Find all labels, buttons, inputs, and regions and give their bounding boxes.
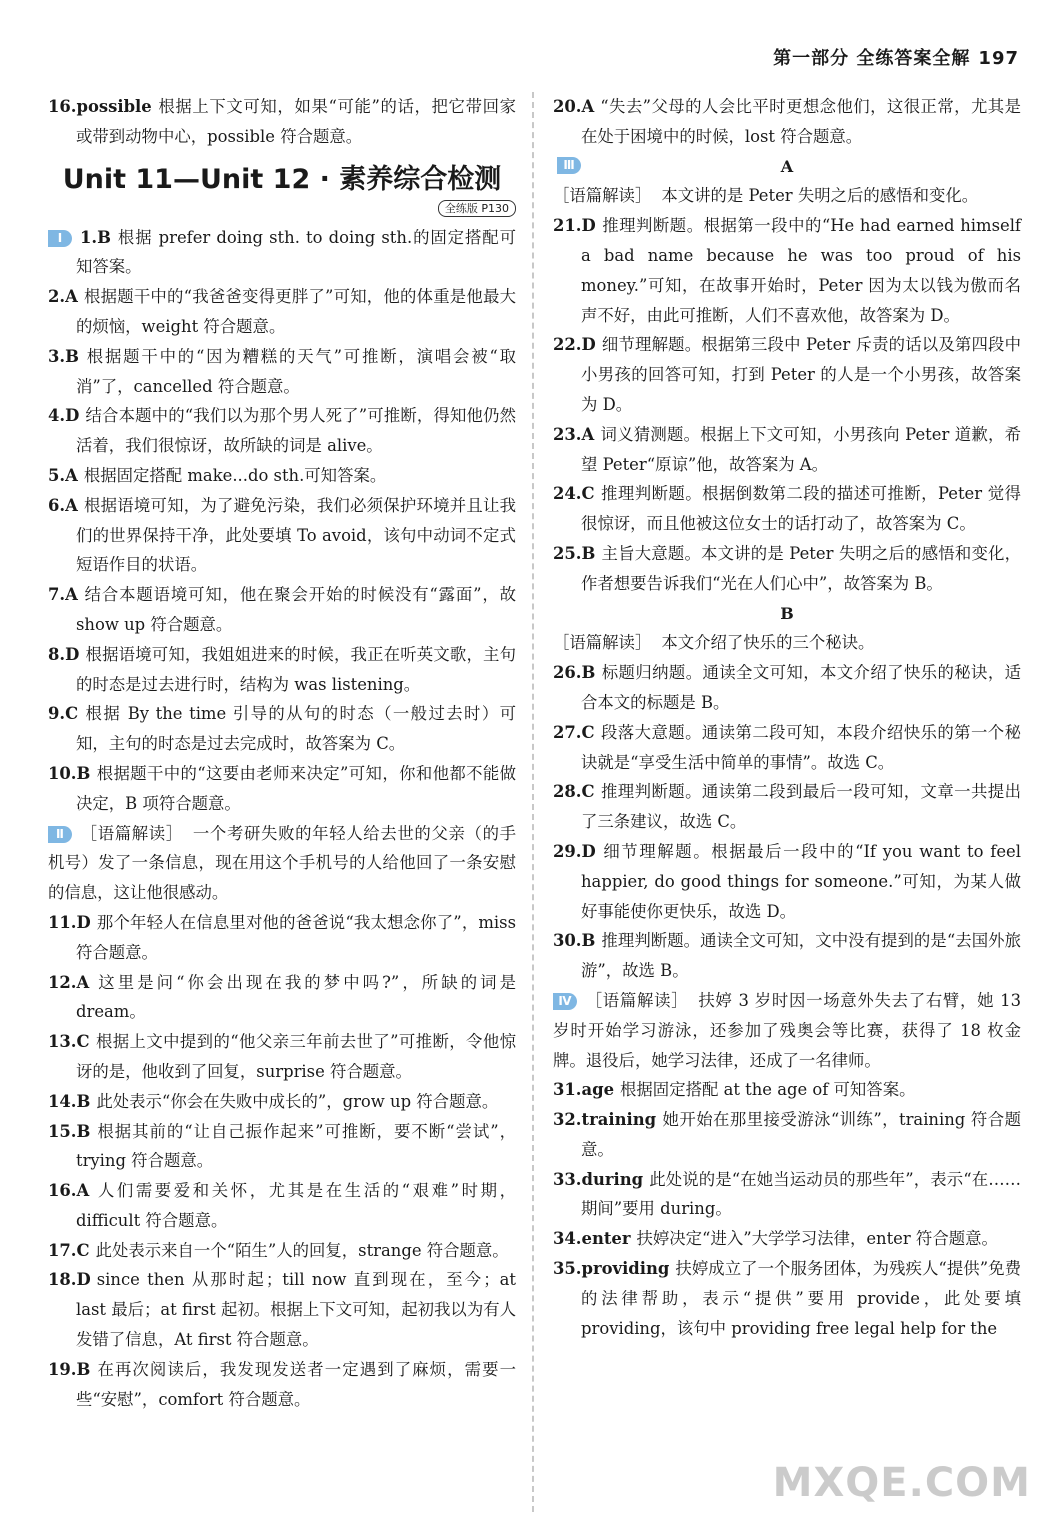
answer-entry: 13.C 根据上文中提到的“他父亲三年前去世了”可推断，令他惊讶的是，他收到了回复，surprise 符合题意。 <box>48 1032 516 1081</box>
passage-summary: ［语篇解读］ 本文讲的是 Peter 失明之后的感悟和变化。 <box>553 186 979 206</box>
watermark-logo: MXQE.COM <box>772 1460 1031 1506</box>
answer-entry: 7.A 结合本题语境可知，他在聚会开始的时候没有“露面”，故 show up 符合题意。 <box>48 585 516 634</box>
answer-entry: 19.B 在再次阅读后，我发现发送者一定遇到了麻烦，需要一些“安慰”，comfort 符合题意。 <box>48 1359 516 1409</box>
right-column <box>553 92 1021 1343</box>
answer-entry: 30.B 推理判断题。通读全文可知，文中没有提到的是“去国外旅游”，故选 B。 <box>553 931 1021 981</box>
section-iv-marker: Ⅳ <box>553 993 577 1010</box>
answer-entry: 25.B 主旨大意题。本文讲的是 Peter 失明之后的感悟和变化，作者想要告诉我们“光在人们心中”，故答案为 B。 <box>553 543 1021 593</box>
answer-entry: 23.A 词义猜测题。根据上下文可知，小男孩向 Peter 道歉，希望 Peter“原谅”他，故答案为 A。 <box>553 424 1021 474</box>
page-header <box>773 44 1019 70</box>
answer-entry: 35.providing 扶婷成立了一个服务团体，为残疾人“提供”免费的法律帮助，表示“提供”要用 provide，此处要填 providing，该句中 providing free legal help for the <box>553 1259 1021 1338</box>
answer-entry: 31.age 根据固定搭配 at the age of 可知答案。 <box>553 1080 916 1100</box>
answer-entry: 17.C 此处表示来自一个“陌生”人的回复，strange 符合题意。 <box>48 1240 509 1260</box>
answer-entry: 22.D 细节理解题。根据第三段中 Peter 斥责的话以及第四段中小男孩的回答可知，打到 Peter 的人是一个小男孩，故答案为 D。 <box>553 335 1021 414</box>
answer-entry: 16.possible 根据上下文可知，如果“可能”的话，把它带回家或带到动物中心，possible 符合题意。 <box>48 97 516 146</box>
answer-entry: 32.training 她开始在那里接受游泳“训练”，training 符合题意。 <box>553 1110 1021 1159</box>
passage-summary: Ⅳ ［语篇解读］ 扶婷 3 岁时因一场意外失去了右臂，她 13 岁时开始学习游泳，还参加了残奥会等比赛，获得了 18 枚金牌。退役后，她学习法律，还成了一名律师。 <box>553 990 1021 1070</box>
answer-entry: 27.C 段落大意题。通读第二段可知，本段介绍快乐的第一个秘诀就是“享受生活中简单的事情”。故选 C。 <box>553 722 1021 772</box>
answer-entry: 9.C 根据 By the time 引导的从句的时态（一般过去时）可知，主句的时态是过去完成时，故答案为 C。 <box>48 704 516 754</box>
answer-entry: 5.A 根据固定搭配 make...do sth.可知答案。 <box>48 465 387 485</box>
section-iii-heading <box>553 152 1021 182</box>
section-ii-marker: Ⅱ <box>48 826 72 843</box>
answer-entry: 21.D 推理判断题。根据第一段中的“He had earned himself a bad name because he was too proud of his money.”可知，在故事开始时，Peter 因为太以钱为傲而名声不好，由此可推断，人们不喜欢他，故答案为 D。 <box>553 216 1021 325</box>
answer-entry: 6.A 根据语境可知，为了避免污染，我们必须保护环境并且让我们的世界保持干净，此处要填 To avoid，该句中动词不定式短语作目的状语。 <box>48 495 516 575</box>
passage-b-label: B <box>780 603 794 623</box>
answer-entry: 20.A “失去”父母的人会比平时更想念他们，这很正常，尤其是在处于困境中的时候，lost 符合题意。 <box>553 97 1021 146</box>
column-divider <box>532 92 534 1512</box>
answer-entry: 10.B 根据题干中的“这要由老师来决定”可知，你和他都不能做决定，B 项符合题意。 <box>48 763 516 813</box>
answer-entry: 12.A 这里是问“你会出现在我的梦中吗?”，所缺的词是 dream。 <box>48 972 516 1022</box>
left-column <box>48 92 516 1414</box>
answer-entry: 28.C 推理判断题。通读第二段到最后一段可知，文章一共提出了三条建议，故选 C。 <box>553 782 1021 832</box>
unit-title: Unit 11—Unit 12 · 素养综合检测 <box>62 163 502 195</box>
page-ref-badge: 全练版 P130 <box>438 200 516 217</box>
passage-summary: Ⅱ ［语篇解读］ 一个考研失败的年轻人给去世的父亲（的手机号）发了一条信息，现在用这个手机号的人给他回了一条安慰的信息，这让他很感动。 <box>48 823 517 903</box>
section-i-marker: Ⅰ <box>48 230 72 247</box>
passage-summary: ［语篇解读］ 本文介绍了快乐的三个秘诀。 <box>553 633 875 653</box>
answer-entry: 15.B 根据其前的“让自己振作起来”可推断，要不断“尝试”，trying 符合题意。 <box>48 1121 516 1171</box>
answer-entry: 2.A 根据题干中的“我爸爸变得更胖了”可知，他的体重是他最大的烦恼，weight 符合题意。 <box>48 287 516 336</box>
section-iii-marker: Ⅲ <box>557 157 581 174</box>
unit-ref <box>48 198 516 217</box>
answer-entry: 14.B 此处表示“你会在失败中成长的”，grow up 符合题意。 <box>48 1091 499 1111</box>
answer-entry: 11.D 那个年轻人在信息里对他的爸爸说“我太想念你了”，miss 符合题意。 <box>48 912 516 962</box>
passage-a-label: A <box>780 156 794 176</box>
answer-entry: 29.D 细节理解题。根据最后一段中的“If you want to feel happier, do good things for someone.”可知，为某人做好事能使你更快乐，故选 D。 <box>553 841 1021 921</box>
answer-entry: Ⅰ 1.B 根据 prefer doing sth. to doing sth.的固定搭配可知答案。 <box>48 223 516 283</box>
answer-entry: 3.B 根据题干中的“因为糟糕的天气”可推断，演唱会被“取消”了，cancelled 符合题意。 <box>48 346 516 396</box>
answer-entry: 8.D 根据语境可知，我姐姐进来的时候，我正在听英文歌，主句的时态是过去进行时，结构为 was listening。 <box>48 644 516 694</box>
header-section: 第一部分 全练答案全解 <box>773 48 971 69</box>
answer-entry: 4.D 结合本题中的“我们以为那个男人死了”可推断，得知他仍然活着，我们很惊讶，故所缺的词是 alive。 <box>48 406 516 456</box>
answer-entry: 26.B 标题归纳题。通读全文可知，本文介绍了快乐的秘诀，适合本文的标题是 B。 <box>553 663 1021 712</box>
answer-entry: 18.D since then 从那时起；till now 直到现在，至今；at last 最后；at first 起初。根据上下文可知，起初我以为有人发错了信息，At first 符合题意。 <box>48 1270 516 1350</box>
answer-entry: 33.during 此处说的是“在她当运动员的那些年”，表示“在……期间”要用 during。 <box>553 1169 1021 1219</box>
answer-entry: 16.A 人们需要爱和关怀，尤其是在生活的“艰难”时期，difficult 符合题意。 <box>48 1181 516 1230</box>
page-number: 197 <box>978 48 1019 69</box>
answer-entry: 24.C 推理判断题。根据倒数第二段的描述可推断，Peter 觉得很惊讶，而且他被这位女士的话打动了，故答案为 C。 <box>553 484 1021 534</box>
answer-entry: 34.enter 扶婷决定“进入”大学学习法律，enter 符合题意。 <box>553 1229 998 1249</box>
